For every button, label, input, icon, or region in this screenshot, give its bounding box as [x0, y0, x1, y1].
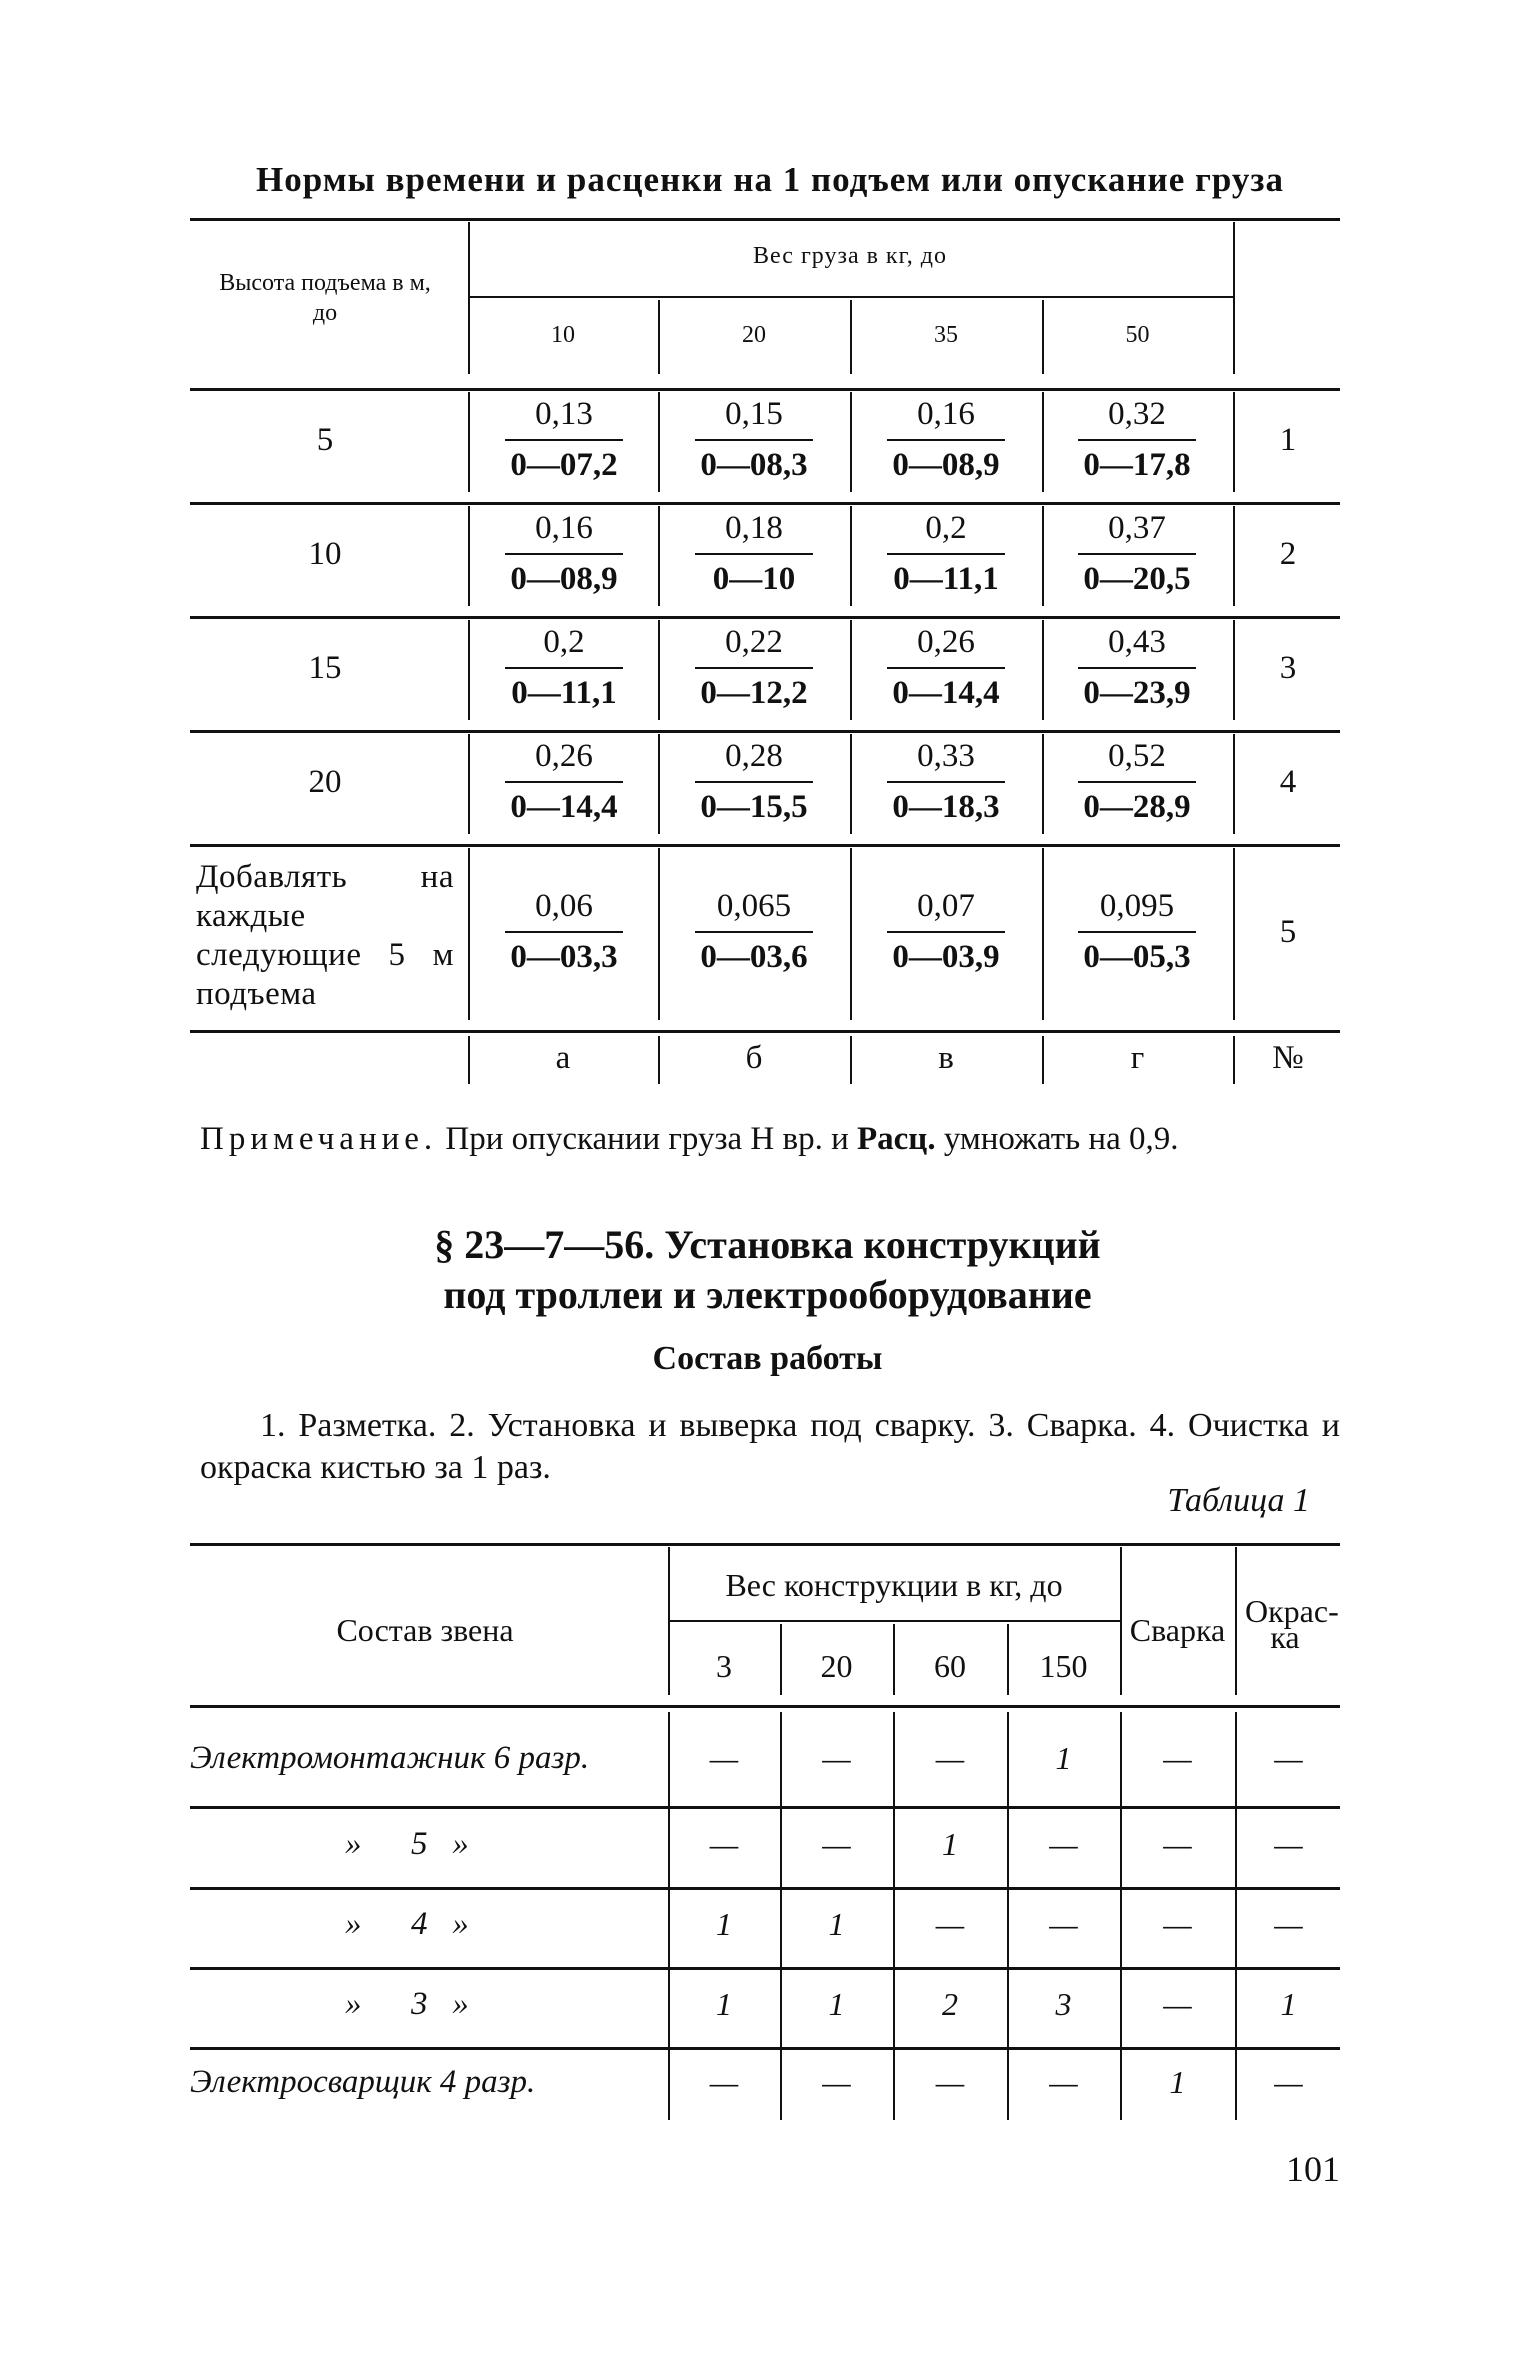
crew-value: — [935, 1906, 965, 1942]
crew-value: 1 [716, 1906, 732, 1942]
crew-value: 3 [1055, 1986, 1072, 2022]
norm-cell: $\frac{0,28}{0—15,5}$ [695, 740, 813, 824]
rule [1042, 506, 1044, 606]
crew-value: — [1163, 1826, 1192, 1862]
rule [658, 392, 660, 492]
norm-cell: $\frac{0,32}{0—17,8}$ [1078, 398, 1196, 482]
rule [468, 506, 470, 606]
column-letter: б [745, 1040, 763, 1076]
crew-value: 1 [1280, 1986, 1297, 2022]
column-letter: г [1130, 1040, 1145, 1076]
norm-cell: $\frac{0,43}{0—23,9}$ [1078, 626, 1196, 710]
norm-cell: $\frac{0,065}{0—03,6}$ [695, 890, 813, 974]
rule [1042, 734, 1044, 834]
rule [190, 1967, 1340, 1970]
rule [190, 388, 1340, 391]
column-letter: в [938, 1040, 954, 1076]
crew-header: Состав звена [336, 1612, 514, 1648]
rule [850, 734, 852, 834]
norm-cell: $\frac{0,095}{0—05,3}$ [1078, 890, 1196, 974]
rule [1233, 620, 1235, 720]
row-height: 15 [308, 650, 342, 686]
crew-value: — [935, 2064, 965, 2100]
row-number: 3 [1279, 650, 1297, 686]
crew-name: » 3 » [345, 1986, 469, 2022]
rule [1042, 848, 1044, 1020]
norm-cell: $\frac{0,37}{0—20,5}$ [1078, 512, 1196, 596]
rule [658, 848, 660, 1020]
row-number: 2 [1279, 536, 1297, 572]
rule [190, 616, 1340, 619]
rule [1233, 506, 1235, 606]
section-heading-line: § 23—7—56. Установка конструкций [434, 1222, 1101, 1267]
norm-cell: $\frac{0,52}{0—28,9}$ [1078, 740, 1196, 824]
row-number: 5 [1279, 914, 1297, 950]
weight-20: 20 [820, 1648, 853, 1684]
page-number: 101 [1286, 2149, 1340, 2189]
crew-value: — [822, 2064, 851, 2100]
norm-cell: $\frac{0,2}{0—11,1}$ [887, 512, 1005, 596]
rule [190, 844, 1340, 847]
rule [190, 1030, 1340, 1033]
norm-cell: $\frac{0,13}{0—07,2}$ [505, 398, 623, 482]
rule [668, 1620, 1120, 1622]
weight-header: Вес конструкции в кг, до [725, 1567, 1063, 1603]
rule [468, 848, 470, 1020]
rule [850, 620, 852, 720]
rule [190, 1705, 1340, 1708]
rule [190, 1887, 1340, 1890]
rule [190, 218, 1340, 221]
norm-cell: $\frac{0,16}{0—08,9}$ [505, 512, 623, 596]
weight-20: 20 [742, 322, 766, 348]
note-text: умножать на 0,9. [943, 1121, 1179, 1157]
rule [1235, 1547, 1237, 1695]
weld-header: Сварка [1129, 1612, 1226, 1648]
crew-name: » 4 » [345, 1906, 469, 1942]
rule [1233, 848, 1235, 1020]
rule [850, 848, 852, 1020]
rule [468, 734, 470, 834]
column-letter: № [1272, 1040, 1304, 1076]
rule [190, 502, 1340, 505]
rule [190, 1806, 1340, 1809]
crew-name: Электросварщик 4 разр. [190, 2064, 536, 2100]
crew-name: » 5 » [345, 1826, 469, 1862]
crew-value: — [822, 1826, 851, 1862]
row-height: 20 [308, 764, 342, 800]
rule [468, 296, 1233, 298]
crew-value: — [935, 1740, 965, 1776]
crew-value: — [709, 1826, 739, 1862]
height-header: Высота подъема в м, до [219, 270, 431, 326]
norm-cell: $\frac{0,33}{0—18,3}$ [887, 740, 1005, 824]
crew-value: 1 [1169, 2064, 1186, 2100]
crew-value: — [1049, 1906, 1078, 1942]
row-height: 5 [316, 422, 334, 458]
crew-value: — [1163, 1740, 1192, 1776]
table-note [200, 1118, 1345, 1160]
norm-cell: $\frac{0,18}{0—10}$ [695, 512, 813, 596]
rule [190, 730, 1340, 733]
norm-cell: $\frac{0,06}{0—03,3}$ [505, 890, 623, 974]
row-number: 1 [1279, 422, 1297, 458]
section-heading [300, 1220, 1235, 1320]
crew-value: — [709, 1740, 739, 1776]
weight-3: 3 [716, 1648, 732, 1684]
crew-value: — [1163, 1986, 1192, 2022]
crew-value: 1 [1055, 1740, 1072, 1776]
rule [1233, 222, 1235, 374]
rule [1233, 392, 1235, 492]
rule [1042, 620, 1044, 720]
rule [850, 392, 852, 492]
crew-value: — [822, 1740, 851, 1776]
rule [850, 506, 852, 606]
rule [658, 620, 660, 720]
norm-cell: $\frac{0,15}{0—08,3}$ [695, 398, 813, 482]
crew-value: — [1274, 1906, 1303, 1942]
rule [190, 2047, 1340, 2050]
rule [1233, 1036, 1235, 1084]
norm-cell: $\frac{0,22}{0—12,2}$ [695, 626, 813, 710]
note-text: При опускании груза Н вр. и [445, 1121, 849, 1157]
weight-35: 35 [934, 322, 958, 348]
table-label: Таблица 1 [1167, 1482, 1310, 1519]
norm-cell: $\frac{0,2}{0—11,1}$ [505, 626, 623, 710]
crew-value: 1 [828, 1986, 845, 2022]
weight-header: Вес груза в кг, до [753, 243, 947, 269]
norm-cell: $\frac{0,26}{0—14,4}$ [887, 626, 1005, 710]
row-height: Добавлять на каждые следующие 5 м подъема [196, 859, 454, 1012]
rule [1233, 734, 1235, 834]
paint-header: Окрас- ка [1245, 1593, 1339, 1655]
work-heading: Состав работы [652, 1340, 883, 1377]
crew-value: — [1163, 1906, 1192, 1942]
weight-150: 150 [1039, 1648, 1088, 1684]
crew-name: Электромонтажник 6 разр. [190, 1740, 590, 1776]
crew-value: — [1274, 1740, 1303, 1776]
section-heading-line: под троллеи и электрооборудование [443, 1272, 1092, 1317]
note-prefix: Примечание. [200, 1121, 438, 1157]
crew-value: — [1049, 2064, 1078, 2100]
crew-value: 2 [942, 1986, 958, 2022]
weight-50: 50 [1125, 322, 1150, 348]
note-bold: Расц. [857, 1121, 936, 1157]
rule [190, 1543, 1340, 1546]
rule [468, 620, 470, 720]
crew-value: — [1049, 1826, 1078, 1862]
crew-value: — [709, 2064, 739, 2100]
norm-cell: $\frac{0,16}{0—08,9}$ [887, 398, 1005, 482]
crew-value: — [1274, 2064, 1303, 2100]
norm-cell: $\frac{0,07}{0—03,9}$ [887, 890, 1005, 974]
column-letter: а [555, 1040, 571, 1076]
weight-60: 60 [934, 1648, 966, 1684]
work-text: 1. Разметка. 2. Установка и выверка под сварку. 3. Сварка. 4. Очистка и окраска кистью за 1 раз. [200, 1407, 1340, 1486]
weight-10: 10 [551, 322, 575, 348]
rule [658, 506, 660, 606]
crew-value: 1 [716, 1986, 732, 2022]
norm-cell: $\frac{0,26}{0—14,4}$ [505, 740, 623, 824]
crew-value: 1 [942, 1826, 958, 1862]
rule [468, 392, 470, 492]
crew-value: 1 [828, 1906, 845, 1942]
crew-value: — [1274, 1826, 1303, 1862]
row-number: 4 [1279, 764, 1297, 800]
rule [658, 734, 660, 834]
row-height: 10 [308, 536, 342, 572]
rule [1042, 392, 1044, 492]
table-title: Нормы времени и расценки на 1 подъем или опускание груза [256, 160, 1284, 199]
